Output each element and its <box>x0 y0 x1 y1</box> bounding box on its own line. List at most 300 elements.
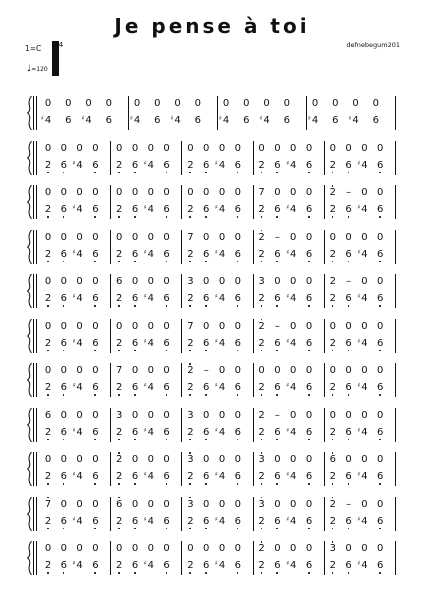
note: 0 <box>361 454 368 465</box>
system <box>0 408 424 442</box>
note: 0 <box>377 409 384 421</box>
note: 4 ♯ <box>286 515 297 527</box>
system <box>0 230 424 264</box>
note: 6 <box>329 454 336 465</box>
barline <box>128 96 129 130</box>
note: 0 <box>44 231 52 243</box>
note: 4 ♯ <box>72 515 83 527</box>
note: 6 <box>233 250 243 260</box>
note: 6 <box>90 205 100 215</box>
note: 0 <box>76 187 83 198</box>
barline <box>181 141 182 175</box>
note: 4 ♯ <box>72 159 83 171</box>
note: 0 <box>76 543 83 554</box>
note: 7 <box>116 365 123 376</box>
note: 6 <box>116 498 123 510</box>
note: 6 <box>90 472 100 482</box>
note: 6 <box>375 472 385 482</box>
note: 6 <box>233 339 243 349</box>
note: 3 <box>187 409 194 421</box>
barline <box>181 408 182 442</box>
note: 0 <box>274 142 281 154</box>
note: 0 <box>194 98 201 109</box>
note: 3 <box>258 276 265 287</box>
note: 0 <box>105 98 112 109</box>
note: 3 <box>116 409 123 421</box>
note: 6 <box>201 161 211 171</box>
note: 6 <box>344 383 354 393</box>
note: 2 <box>43 205 53 215</box>
barline <box>324 452 325 486</box>
barline <box>395 274 396 308</box>
tempo-value: =120 <box>31 66 48 73</box>
barline <box>395 230 396 264</box>
note: 0 <box>44 543 52 554</box>
barline <box>395 141 396 175</box>
note: 0 <box>305 498 313 510</box>
system <box>0 452 424 486</box>
note: 0 <box>345 231 352 243</box>
note: 2 <box>185 205 195 215</box>
barline <box>217 96 218 130</box>
note: 6 <box>59 161 69 171</box>
note: 6 <box>130 294 140 304</box>
note: 0 <box>203 543 210 554</box>
note: 0 <box>76 231 83 243</box>
note: 0 <box>60 365 67 376</box>
brace-icon <box>27 96 32 130</box>
note: 6 <box>272 205 282 215</box>
note: 0 <box>92 498 99 510</box>
note: 0 <box>290 365 297 376</box>
note: 2 <box>185 428 195 438</box>
note: 2 <box>257 428 267 438</box>
note: 0 <box>92 543 99 554</box>
note: 6 <box>201 383 211 393</box>
note: 4 ♯ <box>357 426 368 438</box>
note: 0 <box>377 276 384 287</box>
note: 2 <box>257 294 267 304</box>
note: 3 <box>187 276 194 287</box>
note: 6 <box>194 115 201 126</box>
barline <box>181 363 182 397</box>
note: 0 <box>290 276 297 287</box>
note: 6 <box>201 294 211 304</box>
barline <box>395 363 396 397</box>
note: 6 <box>162 250 172 260</box>
note: 0 <box>234 187 241 198</box>
note: 2 <box>328 561 338 571</box>
note: 6 <box>332 115 339 126</box>
note: 0 <box>92 276 99 287</box>
note: 4 ♯ <box>72 204 83 215</box>
note: 4 ♯ <box>215 204 226 215</box>
note: 2 <box>43 383 53 393</box>
note: 4 ♯ <box>357 159 368 171</box>
note: 4 ♯ <box>143 204 154 215</box>
note: 0 <box>329 231 336 243</box>
note: 0 <box>290 498 297 510</box>
note: 4 ♯ <box>215 471 226 482</box>
note: 2 <box>185 294 195 304</box>
note: 4 ♯ <box>143 515 154 527</box>
note: 0 <box>203 454 210 465</box>
note: 0 <box>147 365 154 376</box>
note: 2 <box>257 472 267 482</box>
note: 4 ♯ <box>143 248 154 260</box>
note: 6 <box>375 517 385 527</box>
note: – <box>346 498 352 510</box>
note: 2 <box>114 561 124 571</box>
barline <box>324 230 325 264</box>
note: 0 <box>290 543 297 554</box>
page-title: Je pense à toi <box>114 14 310 38</box>
note: 0 <box>131 231 139 243</box>
note: 0 <box>131 320 139 332</box>
note: 0 <box>147 454 154 465</box>
note: 4 ♯ <box>143 159 154 171</box>
note: 2 <box>185 472 195 482</box>
note: 2 <box>114 383 124 393</box>
note: 6 <box>162 294 172 304</box>
note: 4 ♯ <box>357 248 368 260</box>
note: 6 <box>162 472 172 482</box>
note: 2 <box>329 276 336 287</box>
note: 0 <box>147 276 154 287</box>
note: 6 <box>272 561 282 571</box>
note: 0 <box>65 98 72 109</box>
note: 0 <box>305 276 313 287</box>
note: 6 <box>162 517 172 527</box>
note: 6 <box>59 561 69 571</box>
note: 0 <box>377 142 384 154</box>
system <box>0 541 424 575</box>
note: 4 ♯ <box>143 560 154 571</box>
note: 0 <box>44 142 52 154</box>
note: 6 <box>272 294 282 304</box>
system <box>0 363 424 397</box>
note: 0 <box>131 142 139 154</box>
note: 0 <box>60 142 67 154</box>
note: 2 <box>114 428 124 438</box>
note: 0 <box>131 276 139 287</box>
note: 6 <box>59 339 69 349</box>
note: 2 <box>116 454 123 465</box>
note: 0 <box>372 98 379 109</box>
note: 0 <box>76 142 83 154</box>
note: 4 ♯ <box>72 426 83 438</box>
note: 0 <box>187 187 194 198</box>
note: 6 <box>375 205 385 215</box>
note: 0 <box>290 409 297 421</box>
note: 4 ♯ <box>308 115 319 126</box>
note: 3 <box>329 543 336 554</box>
note: 6 <box>344 294 354 304</box>
note: 4 ♯ <box>143 293 154 304</box>
note: 4 ♯ <box>72 471 83 482</box>
note: 6 <box>162 339 172 349</box>
note: 2 <box>114 205 124 215</box>
barline <box>324 541 325 575</box>
note: 6 <box>375 383 385 393</box>
note: 6 <box>375 561 385 571</box>
note: 6 <box>130 161 140 171</box>
note: 4 ♯ <box>72 293 83 304</box>
note: – <box>274 320 280 332</box>
note: 0 <box>218 142 226 154</box>
barline <box>110 185 111 219</box>
note: 0 <box>131 498 139 510</box>
note: 6 <box>272 250 282 260</box>
note: 0 <box>60 320 67 332</box>
note: 0 <box>361 543 368 554</box>
barline <box>253 497 254 531</box>
note: 6 <box>344 250 354 260</box>
barline <box>324 141 325 175</box>
barline <box>324 363 325 397</box>
note: 4 ♯ <box>215 159 226 171</box>
note: 7 <box>44 498 52 510</box>
note: 6 <box>201 339 211 349</box>
note: 2 <box>328 517 338 527</box>
note: 0 <box>92 409 99 421</box>
note: 0 <box>361 365 368 376</box>
note: 0 <box>147 320 154 332</box>
note: 2 <box>114 339 124 349</box>
note: 0 <box>218 365 226 376</box>
note: 0 <box>203 142 210 154</box>
brace-icon <box>27 185 32 219</box>
note: 0 <box>377 454 384 465</box>
note: 0 <box>60 543 67 554</box>
note: 6 <box>44 409 52 421</box>
note: 0 <box>234 409 241 421</box>
note: 4 ♯ <box>215 337 226 349</box>
note: 0 <box>218 543 226 554</box>
note: 0 <box>154 98 161 109</box>
note: 0 <box>218 320 226 332</box>
note: 7 <box>258 187 265 198</box>
note: 0 <box>147 543 154 554</box>
note: 4 ♯ <box>357 515 368 527</box>
note: 2 <box>328 472 338 482</box>
barline <box>253 452 254 486</box>
note: 4 ♯ <box>286 471 297 482</box>
brace-icon <box>27 319 32 353</box>
barline <box>253 363 254 397</box>
barline <box>324 185 325 219</box>
note: 6 <box>90 517 100 527</box>
note: 4 ♯ <box>357 382 368 393</box>
note: 0 <box>345 543 352 554</box>
note: 6 <box>162 205 172 215</box>
note: 0 <box>76 320 83 332</box>
note: 0 <box>44 187 52 198</box>
barline <box>253 185 254 219</box>
note: 0 <box>361 142 368 154</box>
note: 6 <box>304 561 314 571</box>
note: 2 <box>114 294 124 304</box>
barline <box>181 274 182 308</box>
note: 0 <box>234 142 241 154</box>
note: 6 <box>90 294 100 304</box>
note: 0 <box>163 142 170 154</box>
note: 4 ♯ <box>286 159 297 171</box>
note: 0 <box>116 543 123 554</box>
note: 4 ♯ <box>215 382 226 393</box>
note: 2 <box>257 205 267 215</box>
note: 6 <box>90 428 100 438</box>
note: 0 <box>361 231 368 243</box>
note: 6 <box>272 472 282 482</box>
note: 6 <box>375 339 385 349</box>
note: 6 <box>201 517 211 527</box>
note: 0 <box>92 454 99 465</box>
note: 6 <box>233 294 243 304</box>
note: 0 <box>92 142 99 154</box>
note: – <box>274 231 280 243</box>
note: 6 <box>116 276 123 287</box>
note: 0 <box>44 454 52 465</box>
note: 2 <box>185 161 195 171</box>
note: 6 <box>304 517 314 527</box>
note: 0 <box>60 409 67 421</box>
note: 2 <box>43 561 53 571</box>
note: 6 <box>344 428 354 438</box>
note: 0 <box>234 543 241 554</box>
note: 0 <box>147 409 154 421</box>
note: 0 <box>60 231 67 243</box>
note: 6 <box>344 339 354 349</box>
note: 6 <box>162 161 172 171</box>
note: 6 <box>233 517 243 527</box>
note: 0 <box>305 142 313 154</box>
note: 2 <box>114 161 124 171</box>
note: 0 <box>92 320 99 332</box>
note: 7 <box>187 320 194 332</box>
note: 0 <box>274 498 281 510</box>
note: 4 ♯ <box>286 204 297 215</box>
note: 0 <box>218 454 226 465</box>
note: 0 <box>76 276 83 287</box>
note: 6 <box>304 161 314 171</box>
note: 0 <box>163 409 170 421</box>
note: 0 <box>361 498 368 510</box>
note: 0 <box>329 320 336 332</box>
note: 6 <box>272 517 282 527</box>
note: 6 <box>304 472 314 482</box>
note: 6 <box>304 383 314 393</box>
note: 3 <box>258 498 265 510</box>
note: 4 ♯ <box>286 248 297 260</box>
brace-icon <box>27 408 32 442</box>
barline <box>110 141 111 175</box>
barline <box>181 185 182 219</box>
note: 0 <box>163 454 170 465</box>
note: 0 <box>163 543 170 554</box>
note: 2 <box>329 498 336 510</box>
barline <box>395 96 396 130</box>
note: 6 <box>233 428 243 438</box>
note: 0 <box>258 142 265 154</box>
barline <box>306 96 307 130</box>
note: 0 <box>305 231 313 243</box>
note: 2 <box>328 339 338 349</box>
barline <box>253 408 254 442</box>
brace-icon <box>27 230 32 264</box>
barline <box>181 452 182 486</box>
note: 6 <box>233 161 243 171</box>
note: 6 <box>162 561 172 571</box>
note: 6 <box>344 561 354 571</box>
note: 0 <box>345 142 352 154</box>
note: 6 <box>233 561 243 571</box>
note: 6 <box>304 250 314 260</box>
note: 0 <box>60 187 67 198</box>
note: 0 <box>76 365 83 376</box>
note: 0 <box>222 98 230 109</box>
note: 4 ♯ <box>219 115 230 126</box>
note: 2 <box>114 472 124 482</box>
note: 0 <box>131 454 139 465</box>
note: 2 <box>43 428 53 438</box>
note: 0 <box>234 231 241 243</box>
note: 0 <box>92 187 99 198</box>
note: 6 <box>201 472 211 482</box>
note: 0 <box>218 409 226 421</box>
note: – <box>346 187 352 198</box>
barline <box>253 541 254 575</box>
note: 2 <box>185 383 195 393</box>
note: 2 <box>43 517 53 527</box>
note: 6 <box>375 294 385 304</box>
quarter-note-icon: ♩ <box>27 64 32 74</box>
note: 6 <box>65 115 72 126</box>
note: 0 <box>274 187 281 198</box>
note: 0 <box>163 320 170 332</box>
note: 6 <box>304 205 314 215</box>
brace-icon <box>27 452 32 486</box>
note: 4 ♯ <box>215 560 226 571</box>
note: 0 <box>274 365 281 376</box>
note: 6 <box>90 383 100 393</box>
note: 4 ♯ <box>357 204 368 215</box>
note: 2 <box>114 517 124 527</box>
note: 4 ♯ <box>143 337 154 349</box>
note: 2 <box>258 543 265 554</box>
note: 6 <box>233 205 243 215</box>
note: 6 <box>344 472 354 482</box>
note: 0 <box>234 276 241 287</box>
barline <box>395 541 396 575</box>
note: 0 <box>361 320 368 332</box>
note: 0 <box>305 187 313 198</box>
note: 0 <box>305 543 313 554</box>
note: 0 <box>345 365 352 376</box>
note: 2 <box>187 365 194 376</box>
note: 4 ♯ <box>286 560 297 571</box>
barline <box>181 541 182 575</box>
note: 2 <box>328 161 338 171</box>
note: 6 <box>59 294 69 304</box>
note: 6 <box>201 250 211 260</box>
note: 0 <box>218 231 226 243</box>
brace-icon <box>27 497 32 531</box>
note: 0 <box>258 365 265 376</box>
note: 4 ♯ <box>72 382 83 393</box>
note: 2 <box>185 250 195 260</box>
barline <box>110 541 111 575</box>
